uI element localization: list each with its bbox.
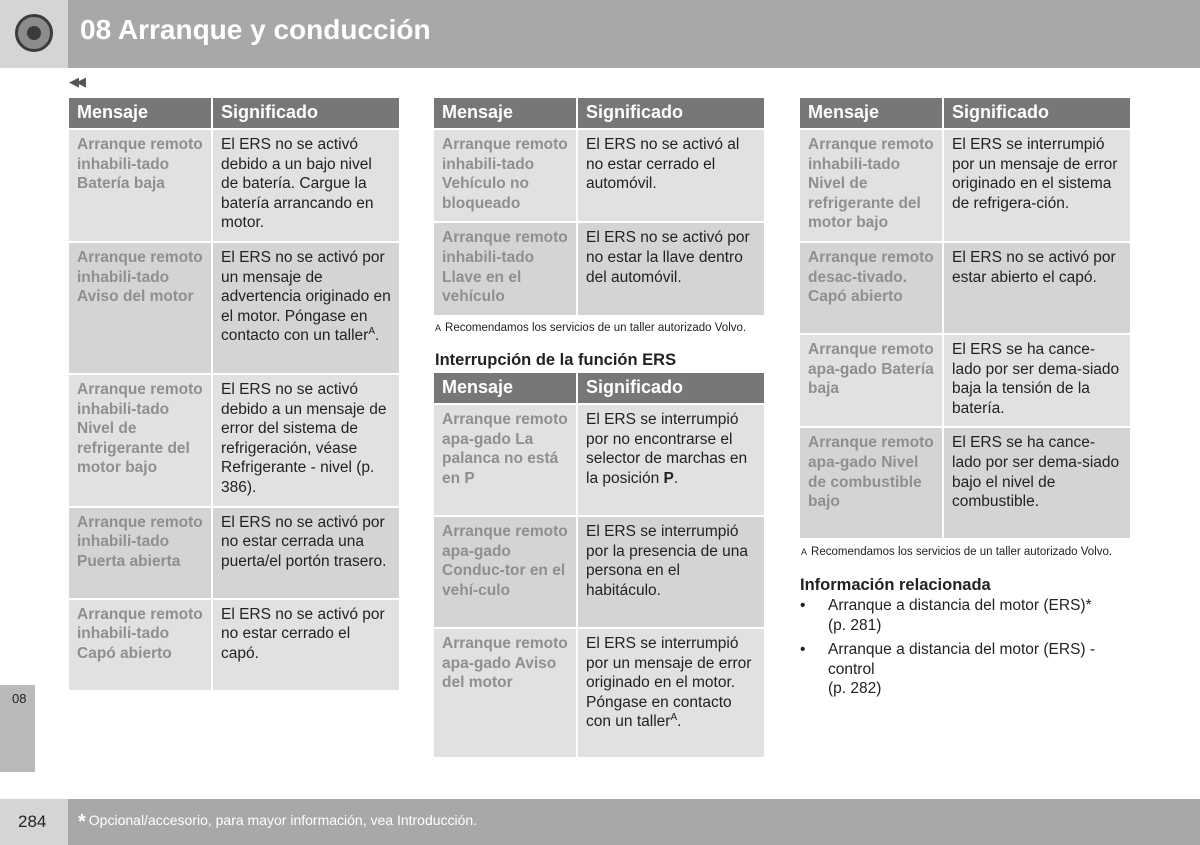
message-cell: Arranque remoto inhabili-tado Nivel de refrigerante del motor bajo: [69, 375, 211, 506]
related-link[interactable]: [800, 596, 1130, 635]
page-footer: [0, 799, 1200, 845]
chapter-tab[interactable]: [0, 685, 35, 772]
message-cell: Arranque remoto inhabili-tado Capó abierto: [69, 600, 211, 690]
message-cell: Arranque remoto inhabili-tado Aviso del motor: [69, 243, 211, 373]
optional-marker: *: [1085, 597, 1092, 614]
message-cell: Arranque remoto desac-tivado. Capó abierto: [800, 243, 942, 333]
message-cell: Arranque remoto apa-gado Nivel de combustible bajo: [800, 428, 942, 538]
table-row: [800, 243, 1130, 333]
table-row: [69, 130, 399, 241]
footnote-ref: A: [368, 326, 376, 338]
footnote-ref: A: [670, 712, 678, 724]
previous-page-icon[interactable]: ◀◀: [69, 74, 83, 89]
meaning-cell: El ERS no se activó por no estar la llave dentro del automóvil.: [578, 223, 764, 314]
footer-note-text: Opcional/accesorio, para mayor información, vea Introducción.: [88, 812, 478, 828]
related-links-list: [800, 596, 1130, 704]
page-header: [0, 0, 1200, 68]
footnote-text: Recomendamos los servicios de un taller autorizado Volvo.: [811, 546, 1113, 558]
messages-table-2: [432, 96, 766, 317]
message-cell: Arranque remoto inhabili-tado Vehículo no bloqueado: [434, 130, 576, 221]
meaning-cell: El ERS se ha cance-lado por ser dema-siado bajo el nivel de combustible.: [944, 428, 1130, 538]
footnote-mark: A: [801, 547, 808, 557]
column-header-meaning: Significado: [213, 98, 399, 128]
message-cell: Arranque remoto inhabili-tado Batería baja: [69, 130, 211, 241]
header-icon-box: [0, 0, 68, 68]
page-number-box: [0, 799, 68, 845]
meaning-cell: El ERS no se activó por no estar cerrado el capó.: [213, 600, 399, 690]
messages-table-1: [67, 96, 401, 692]
table-row: [434, 223, 764, 314]
column-header-message: Mensaje: [434, 98, 576, 128]
chapter-title: 08 Arranque y conducción: [80, 14, 431, 45]
table-row: [434, 405, 764, 515]
meaning-text: El ERS se interrumpió por no encontrarse el selector de marchas en la posición: [586, 411, 748, 487]
table-row: [434, 517, 764, 627]
steering-wheel-icon: [15, 14, 53, 52]
table-row: [69, 600, 399, 690]
table-row: [69, 375, 399, 506]
footer-note: [78, 811, 477, 834]
section-title: Interrupción de la función ERS: [435, 351, 677, 369]
table-row: [800, 335, 1130, 426]
footnote-text: Recomendamos los servicios de un taller autorizado Volvo.: [445, 322, 747, 334]
meaning-text: El ERS no se activó por un mensaje de advertencia originado en el motor. Póngase en contacto con un taller: [221, 248, 391, 345]
meaning-cell: El ERS se interrumpió por un mensaje de error originado en el sistema de refrigera-ción.: [944, 130, 1130, 241]
meaning-cell: El ERS no se activó por estar abierto el capó.: [944, 243, 1130, 333]
message-cell: Arranque remoto apa-gado Batería baja: [800, 335, 942, 426]
side-strip: [0, 68, 35, 685]
meaning-cell: El ERS no se activó al no estar cerrado el automóvil.: [578, 130, 764, 221]
table-row: [434, 130, 764, 221]
message-cell: Arranque remoto inhabili-tado Llave en el vehículo: [434, 223, 576, 314]
page-number: 284: [18, 812, 47, 831]
meaning-cell: El ERS no se activó por un mensaje de advertencia originado en el motor. Póngase en contacto con un taller$^A$.: [213, 243, 399, 373]
messages-table-4: [798, 96, 1132, 540]
column-header-message: Mensaje: [800, 98, 942, 128]
message-cell: Arranque remoto apa-gado La palanca no está en P: [434, 405, 576, 515]
related-link-text[interactable]: Arranque a distancia del motor (ERS): [828, 597, 1086, 614]
meaning-cell: [578, 405, 764, 515]
chapter-tab-label: 08: [12, 691, 27, 706]
meaning-end: .: [677, 713, 682, 731]
star-icon: *: [78, 811, 86, 833]
meaning-text: El ERS se interrumpió por un mensaje de error originado en el motor. Póngase en contacto con un taller: [586, 635, 752, 731]
related-link-text[interactable]: Arranque a distancia del motor (ERS) - control: [828, 641, 1096, 678]
related-link-page[interactable]: (p. 282): [828, 680, 882, 698]
table-row: [800, 428, 1130, 538]
related-link-page[interactable]: (p. 281): [828, 616, 882, 634]
meaning-cell: El ERS se ha cance-lado por ser dema-siado baja la tensión de la batería.: [944, 335, 1130, 426]
table-row: [800, 130, 1130, 241]
related-info-title: Información relacionada: [800, 576, 991, 594]
footnote: [801, 546, 1112, 558]
table-row: [434, 629, 764, 757]
message-cell: Arranque remoto apa-gado Aviso del motor: [434, 629, 576, 757]
interruption-table: [432, 371, 766, 759]
meaning-cell: El ERS no se activó por no estar cerrada una puerta/el portón trasero.: [213, 508, 399, 598]
message-cell: Arranque remoto inhabili-tado Nivel de refrigerante del motor bajo: [800, 130, 942, 241]
column-header-meaning: Significado: [944, 98, 1130, 128]
column-header-message: Mensaje: [434, 373, 576, 403]
gear-position: P: [663, 469, 674, 487]
meaning-cell: El ERS no se activó debido a un bajo nivel de batería. Cargue la batería arrancando en motor.: [213, 130, 399, 241]
meaning-cell: El ERS no se activó debido a un mensaje de error del sistema de refrigeración, véase Refrigerante - nivel (p. 386).: [213, 375, 399, 506]
column-header-message: Mensaje: [69, 98, 211, 128]
meaning-cell: El ERS se interrumpió por la presencia de una persona en el habitáculo.: [578, 517, 764, 627]
table-row: [69, 243, 399, 373]
related-link[interactable]: [800, 640, 1130, 699]
column-header-meaning: Significado: [578, 373, 764, 403]
table-row: [69, 508, 399, 598]
footnote: [435, 322, 746, 334]
meaning-cell: [578, 629, 764, 757]
message-cell: Arranque remoto apa-gado Conduc-tor en el vehí-culo: [434, 517, 576, 627]
footnote-mark: A: [435, 323, 442, 333]
meaning-end: .: [673, 469, 679, 487]
column-header-meaning: Significado: [578, 98, 764, 128]
message-cell: Arranque remoto inhabili-tado Puerta abierta: [69, 508, 211, 598]
